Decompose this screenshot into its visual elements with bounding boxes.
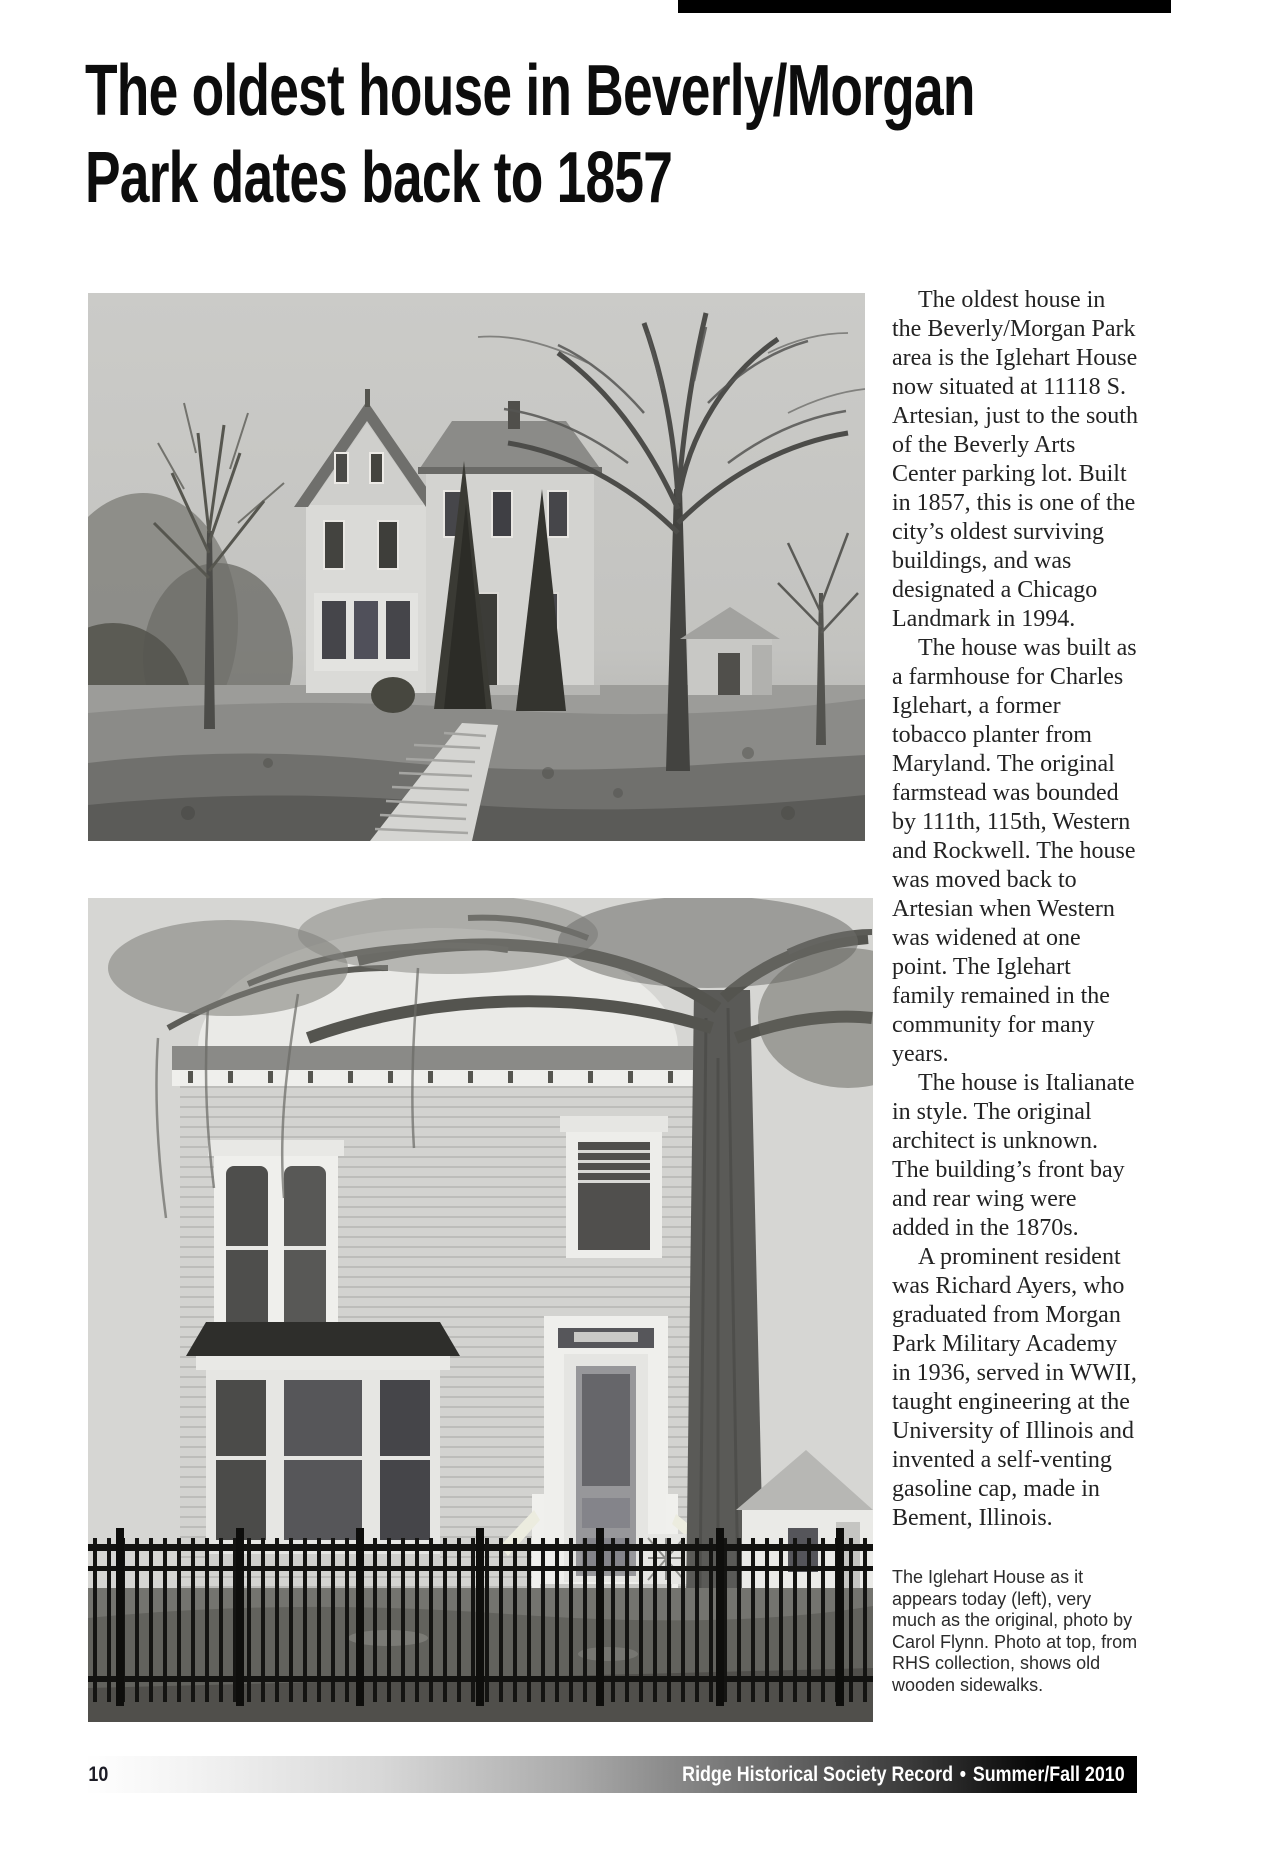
historic-photo xyxy=(88,293,865,841)
page-number: 10 xyxy=(88,1762,109,1786)
title-line-1: The oldest house in Beverly/Morgan xyxy=(85,51,975,131)
article-paragraph-4: A prominent resident was Richard Ayers, who graduated from Morgan Park Military Academy in 1936, served in WWII, taught engineering at the University of Illinois and invented a self-venting gasoline cap, made in Bement, Illinois. xyxy=(892,1244,1137,1531)
top-edge-bar xyxy=(678,0,1171,13)
historic-photo-illustration xyxy=(88,293,865,841)
page-title xyxy=(85,48,975,222)
article-paragraph-3: The house is Italianate in style. The original architect is unknown. The building’s front bay and rear wing were added in the 1870s. xyxy=(892,1070,1135,1241)
issue-label: Summer/Fall 2010 xyxy=(973,1762,1126,1786)
title-line-2: Park dates back to 1857 xyxy=(85,138,673,218)
current-photo xyxy=(88,898,873,1722)
article-column xyxy=(892,286,1139,1696)
footer-bar xyxy=(85,1756,1137,1793)
photo-caption: The Iglehart House as it appears today (left), very much as the original, photo by Carol Flynn. Photo at top, from RHS collection, shows old wooden sidewalks. xyxy=(892,1567,1138,1695)
current-photo-illustration xyxy=(88,898,873,1722)
article-paragraph-1: The oldest house in the Beverly/Morgan Park area is the Iglehart House now situated at 11118 S. Artesian, just to the south of the Beverly Arts Center parking lot. Built in 1857, this is one of the city’s oldest surviving buildings, and was designated a Chicago Landmark in 1994. xyxy=(892,287,1138,632)
journal-name: Ridge Historical Society Record xyxy=(682,1762,954,1786)
footer-journal-line xyxy=(683,1763,1137,1787)
article-paragraph-2: The house was built as a farmhouse for Charles Iglehart, a former tobacco planter from Maryland. The original farmstead was bounded by 111th, 115th, Western and Rockwell. The house was moved back to Artesian when Western was widened at one point. The Iglehart family remained in the community for many years. xyxy=(892,635,1137,1067)
bullet-separator: • xyxy=(960,1762,967,1786)
